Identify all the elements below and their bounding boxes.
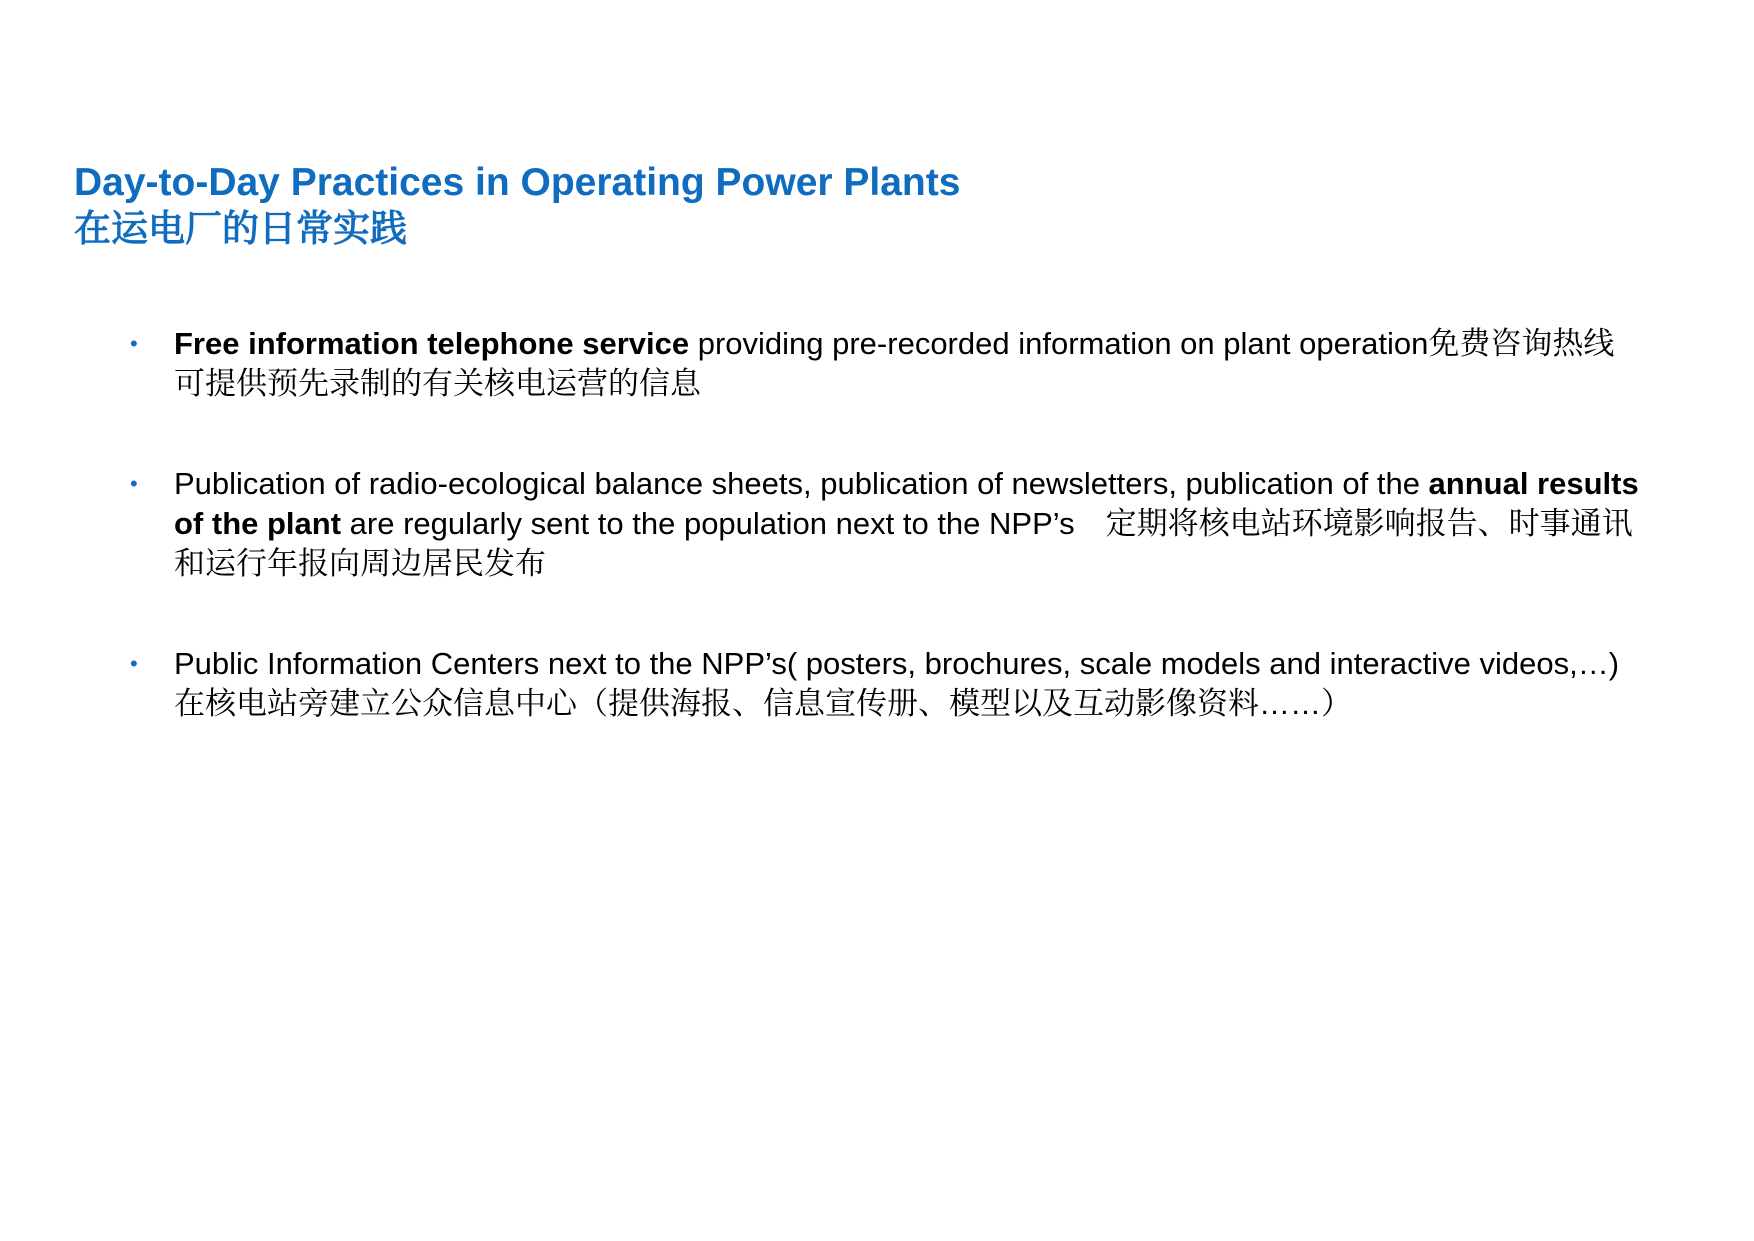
bullet-text	[174, 644, 1640, 724]
slide-title	[74, 160, 1574, 252]
bullet-bold-mid: annual results of the plant	[174, 466, 1639, 541]
bullet-body-tail: are regularly sent to the population next to the NPP’s 定期将核电站环境影响报告、时事通讯和运行年报向周边居民发布	[174, 506, 1633, 581]
bullet-icon: •	[130, 331, 138, 356]
bullet-icon: •	[130, 651, 138, 676]
bullet-item-info-centers	[130, 644, 1640, 724]
bullet-item-publications	[130, 464, 1640, 584]
bullet-body-lead: Publication of radio-ecological balance sheets, publication of newsletters, publication of the	[174, 466, 1429, 501]
bullet-body: Public Information Centers next to the NPP’s( posters, brochures, scale models and interactive videos,…) 在核电站旁建立公众信息中心（提供海报、信息宣传册、模型以及互动影像资料……）	[174, 646, 1620, 721]
bullet-item-hotline	[130, 324, 1640, 404]
title-chinese: 在运电厂的日常实践	[74, 207, 407, 250]
bullet-list	[130, 324, 1640, 784]
bullet-body: providing pre-recorded information on plant operation免费咨询热线可提供预先录制的有关核电运营的信息	[174, 326, 1615, 401]
bullet-icon: •	[130, 471, 138, 496]
bullet-text	[174, 464, 1640, 584]
bullet-text	[174, 324, 1640, 404]
bullet-bold-lead: Free information telephone service	[174, 326, 690, 361]
title-english: Day-to-Day Practices in Operating Power Plants	[74, 161, 961, 204]
